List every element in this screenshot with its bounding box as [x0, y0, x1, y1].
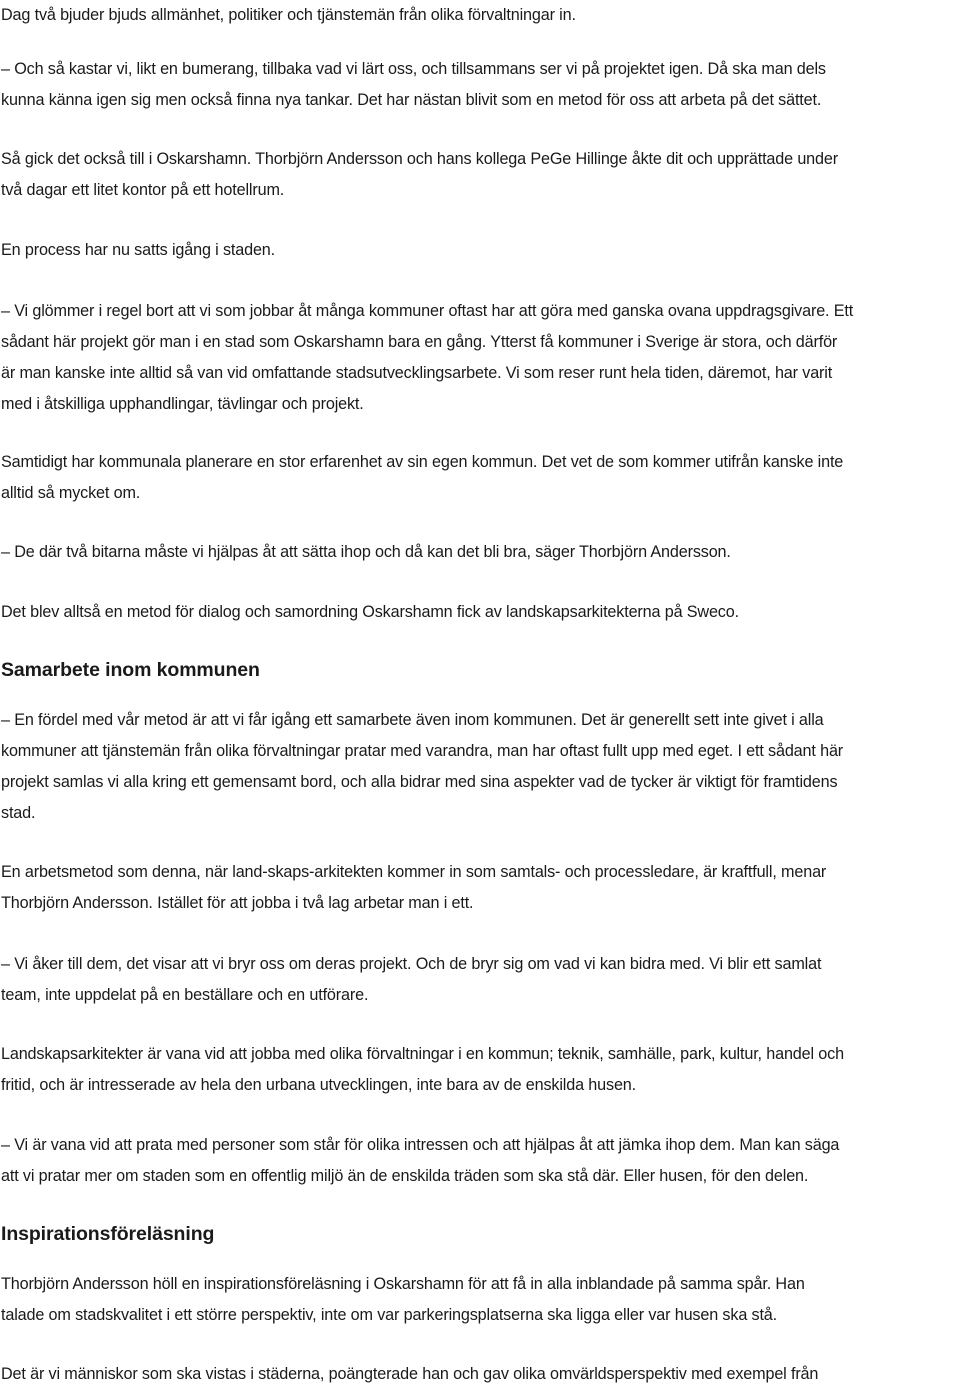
text-line: En arbetsmetod som denna, när land-skaps-arkitekten kommer in som samtals- och processledare, är kraftfull, menar: [1, 863, 827, 881]
text-line: – De där två bitarna måste vi hjälpas åt att sätta ihop och då kan det bli bra, säger Thorbjörn Andersson.: [1, 543, 731, 561]
paragraph: [1, 144, 959, 206]
paragraph: [1, 1359, 959, 1390]
text-line: med i åtskilliga upphandlingar, tävlingar och projekt.: [1, 395, 364, 413]
paragraph: [1, 857, 959, 919]
text-line: Dag två bjuder bjuds allmänhet, politiker och tjänstemän från olika förvaltningar in.: [1, 6, 576, 24]
text-line: Så gick det också till i Oskarshamn. Thorbjörn Andersson och hans kollega PeGe Hillinge åkte dit och upprättade under: [1, 150, 838, 168]
paragraph: [1, 537, 959, 568]
text-line: Det är vi människor som ska vistas i städerna, poängterade han och gav olika omvärldsperspektiv med exempel från: [1, 1365, 819, 1383]
paragraph: [1, 949, 959, 1011]
text-line: – Och så kastar vi, likt en bumerang, tillbaka vad vi lärt oss, och tillsammans ser vi på projektet igen. Då ska man dels: [1, 60, 826, 78]
text-line: Thorbjörn Andersson. Istället för att jobba i två lag arbetar man i ett.: [1, 894, 474, 912]
text-line: att vi pratar mer om staden som en offentlig miljö än de enskilda träden som ska stå där. Eller husen, för den delen.: [1, 1167, 809, 1185]
text-line: fritid, och är intresserade av hela den urbana utvecklingen, inte bara av de enskilda husen.: [1, 1076, 637, 1094]
paragraph: [1, 1130, 959, 1192]
text-line: team, inte uppdelat på en beställare och en utförare.: [1, 986, 369, 1004]
text-line: sådant här projekt gör man i en stad som Oskarshamn bara en gång. Ytterst få kommuner i Sverige är stora, och därför: [1, 333, 838, 351]
text-line: Samtidigt har kommunala planerare en stor erfarenhet av sin egen kommun. Det vet de som kommer utifrån kanske inte: [1, 453, 844, 471]
text-line: två dagar ett litet kontor på ett hotellrum.: [1, 181, 285, 199]
paragraph: [1, 0, 959, 31]
text-line: kommuner att tjänstemän från olika förvaltningar pratar med varandra, man har oftast fullt upp med eget. I ett sådant här: [1, 742, 844, 760]
paragraph: [1, 597, 959, 628]
section-heading: Samarbete inom kommunen: [1, 659, 260, 681]
text-line: Thorbjörn Andersson höll en inspirationsföreläsning i Oskarshamn för att få in alla inblandade på samma spår. Han: [1, 1275, 805, 1293]
paragraph: [1, 296, 959, 420]
paragraph: [1, 1269, 959, 1331]
text-line: En process har nu satts igång i staden.: [1, 241, 276, 259]
text-line: Landskapsarkitekter är vana vid att jobba med olika förvaltningar i en kommun; teknik, samhälle, park, kultur, handel och: [1, 1045, 844, 1063]
paragraph: [1, 54, 959, 116]
text-line: – En fördel med vår metod är att vi får igång ett samarbete även inom kommunen. Det är generellt sett inte givet i alla: [1, 711, 824, 729]
text-line: – Vi är vana vid att prata med personer som står för olika intressen och att hjälpas åt att jämka ihop dem. Man kan säga: [1, 1136, 840, 1154]
text-line: – Vi glömmer i regel bort att vi som jobbar åt många kommuner oftast har att göra med ganska ovana uppdragsgivare. Ett: [1, 302, 854, 320]
text-line: – Vi åker till dem, det visar att vi bryr oss om deras projekt. Och de bryr sig om vad vi kan bidra med. Vi blir ett samlat: [1, 955, 822, 973]
text-line: talade om stadskvalitet i ett större perspektiv, inte om var parkeringsplatserna ska ligga eller var husen ska stå.: [1, 1306, 778, 1324]
text-line: stad.: [1, 804, 36, 822]
text-line: projekt samlas vi alla kring ett gemensamt bord, och alla bidrar med sina aspekter vad de tycker är viktigt för framtidens: [1, 773, 838, 791]
text-line: alltid så mycket om.: [1, 484, 141, 502]
text-line: kunna känna igen sig men också finna nya tankar. Det har nästan blivit som en metod för oss att arbeta på det sättet.: [1, 91, 822, 109]
paragraph: [1, 235, 959, 266]
text-line: är man kanske inte alltid så van vid omfattande stadsutvecklingsarbete. Vi som reser runt hela tiden, däremot, har varit: [1, 364, 833, 382]
paragraph: [1, 1039, 959, 1101]
paragraph: [1, 447, 959, 509]
section-heading: Inspirationsföreläsning: [1, 1223, 215, 1245]
paragraph: [1, 705, 959, 829]
text-line: Det blev alltså en metod för dialog och samordning Oskarshamn fick av landskapsarkitekterna på Sweco.: [1, 603, 739, 621]
